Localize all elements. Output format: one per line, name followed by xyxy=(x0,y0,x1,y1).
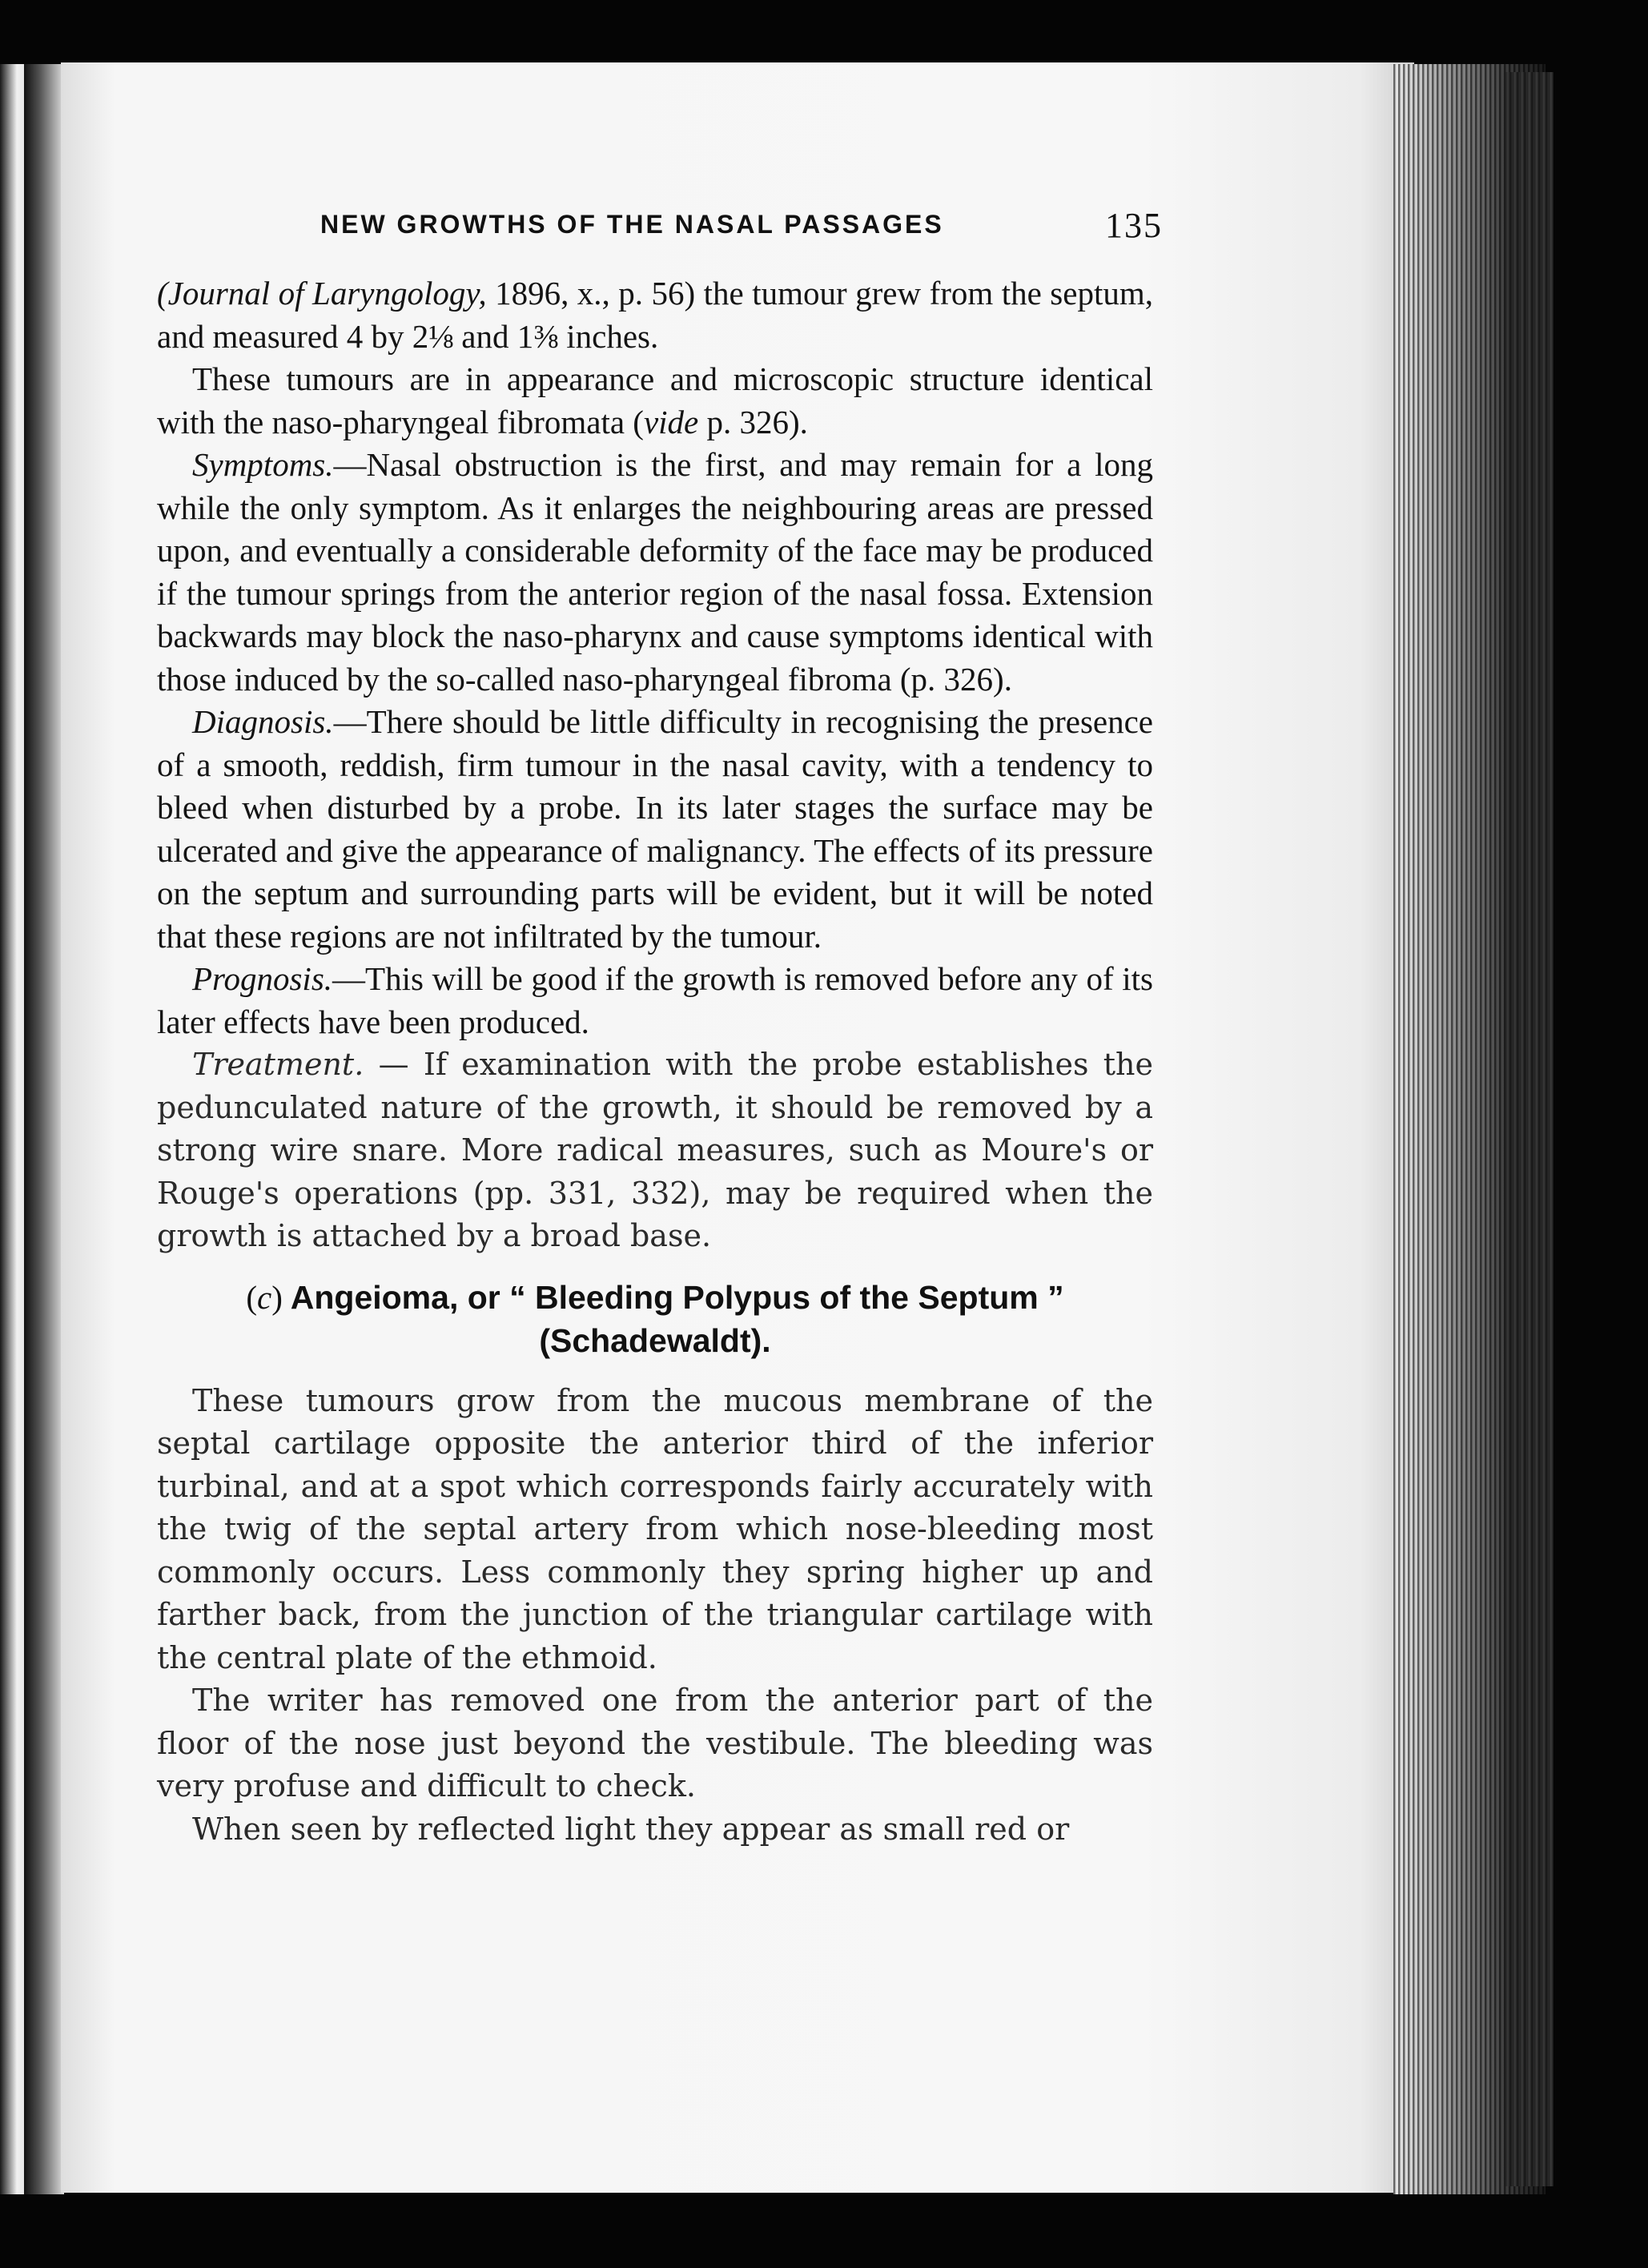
running-head: NEW GROWTHS OF THE NASAL PASSAGES xyxy=(320,210,944,239)
gutter-shadow xyxy=(24,64,64,2194)
page-number: 135 xyxy=(1105,206,1163,245)
page-body xyxy=(157,272,1153,1851)
prognosis-text: —This will be good if the growth is removed before any of its later effects have been produced. xyxy=(157,960,1153,1040)
prognosis-label: Prognosis. xyxy=(192,960,333,997)
paragraph-prognosis xyxy=(157,958,1153,1044)
paragraph-symptoms xyxy=(157,444,1153,701)
paragraph-citation xyxy=(157,272,1153,358)
paragraph-angeioma-origin: These tumours grow from the mucous membrane of the septal cartilage opposite the anterior third of the inferior turbinal, and at a spot which corresponds fairly accurately with the twig of the septal artery from which nose-bleeding most commonly occurs. Less commonly they spring higher up and farther back, from the junction of the triangular cartilage with the central plate of the ethmoid. xyxy=(157,1382,1153,1675)
treatment-label: Treatment. xyxy=(192,1047,364,1082)
structure-text-a: These tumours are in appearance and microscopic structure identical with the naso-pharyngeal fibromata ( xyxy=(157,360,1153,440)
section-title-line2: (Schadewaldt). xyxy=(539,1321,771,1359)
section-heading xyxy=(157,1276,1153,1362)
treatment-text: — If examination with the probe establishes the pedunculated nature of the growth, it should be removed by a strong wire snare. More radical measures, such as Moure's or Rouge's operations (pp. 331, 332), may be required when the growth is attached by a broad base. xyxy=(157,1047,1153,1253)
previous-page-edge xyxy=(0,64,24,2194)
section-marker: (c) xyxy=(246,1278,283,1316)
page-edges-dark xyxy=(1505,72,1554,2186)
symptoms-text: —Nasal obstruction is the first, and may remain for a long while the only symptom. As it enlarges the neighbouring areas are pressed upon, and eventually a considerable deformity of the face may be produced if the tumour springs from the anterior region of the nasal fossa. Extension backwards may block the naso-pharynx and cause symptoms identical with those induced by the so-called naso-pharyngeal fibroma (p. 326). xyxy=(157,446,1153,698)
section-letter: c xyxy=(257,1278,272,1316)
citation-text: 1896, x., p. 56) the tumour grew from the septum, and measured 4 by 2⅛ and 1⅜ inches. xyxy=(157,275,1153,355)
diagnosis-label: Diagnosis. xyxy=(192,703,334,740)
paragraph-reflected-light: When seen by reflected light they appear as small red or xyxy=(192,1811,1070,1847)
vide-word: vide xyxy=(643,403,699,440)
diagnosis-text: —There should be little difficulty in recognising the presence of a smooth, reddish, firm tumour in the nasal cavity, with a tendency to bleed when disturbed by a probe. In its later stages the surface may be ulcerated and give the appearance of malignancy. The effects of its pressure on the septum and surrounding parts will be evident, but it will be noted that these regions are not infiltrated by the tumour. xyxy=(157,703,1153,955)
structure-text-b: p. 326). xyxy=(698,403,808,440)
section-title-line1: Angeioma, or “ Bleeding Polypus of the Septum ” xyxy=(290,1278,1064,1316)
paragraph-diagnosis xyxy=(157,701,1153,958)
paragraph-writer-case: The writer has removed one from the anterior part of the floor of the nose just beyond the vestibule. The bleeding was very profuse and difficult to check. xyxy=(157,1683,1153,1804)
symptoms-label: Symptoms. xyxy=(192,446,334,483)
journal-citation: (Journal of Laryngology, xyxy=(157,275,487,312)
paragraph-structure xyxy=(157,358,1153,444)
paragraph-treatment xyxy=(157,1044,1153,1258)
